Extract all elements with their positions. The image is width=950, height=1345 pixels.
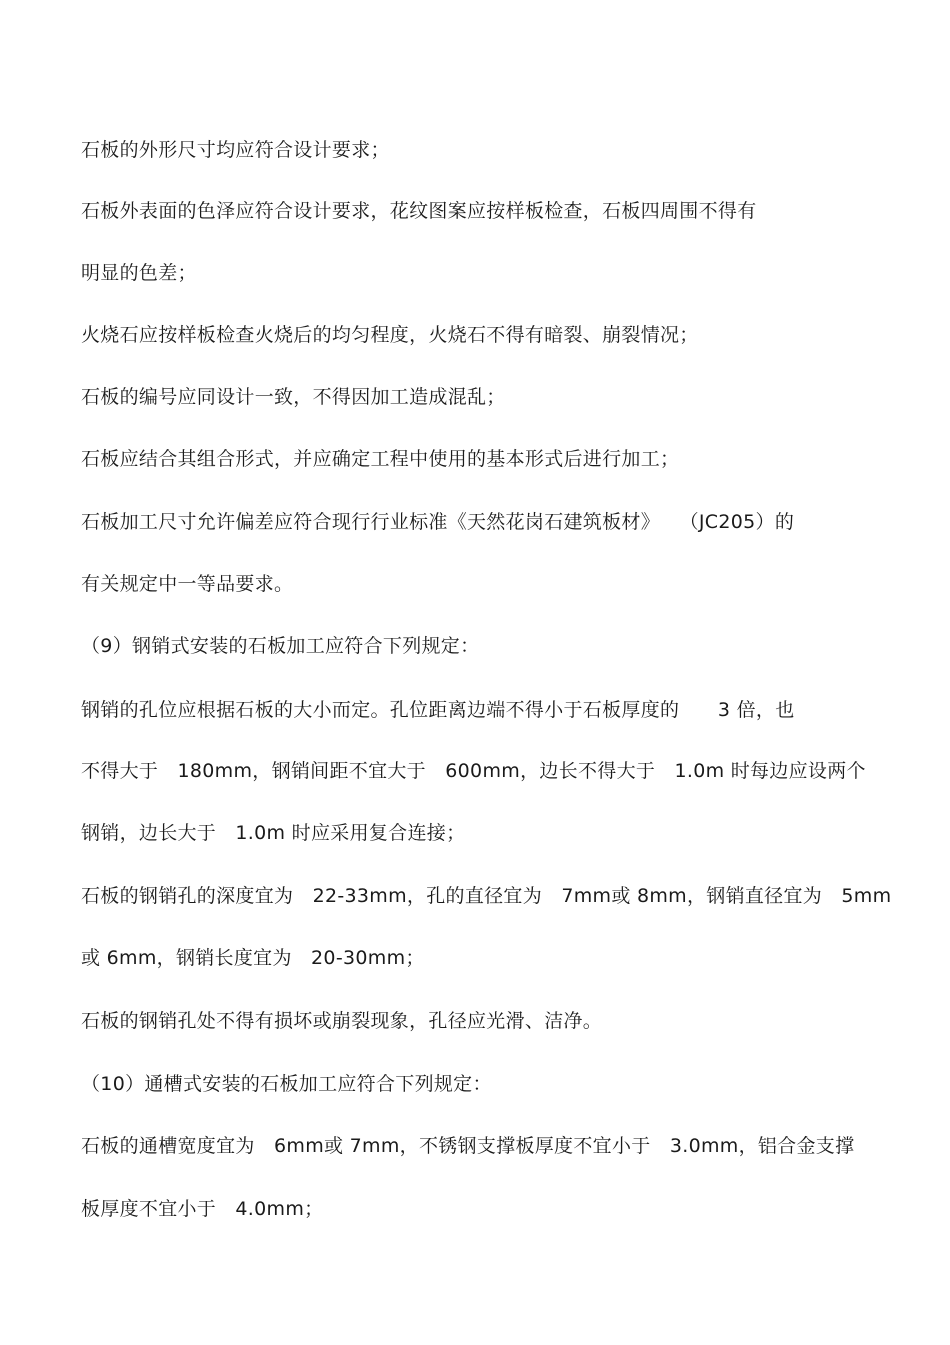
text-line-8: 有关规定中一等品要求。 [81, 573, 294, 595]
text-line-18: 板厚度不宜小于 4.0mm； [81, 1198, 324, 1220]
text-line-2: 石板外表面的色泽应符合设计要求，花纹图案应按样板检查，石板四周围不得有 [81, 200, 757, 222]
text-line-5: 石板的编号应同设计一致，不得因加工造成混乱； [81, 386, 506, 408]
text-line-4: 火烧石应按样板检查火烧后的均匀程度，火烧石不得有暗裂、崩裂情况； [81, 324, 699, 346]
text-line-13: 石板的钢销孔的深度宜为 22-33mm，孔的直径宜为 7mm或 8mm，钢销直径宜为 5mm [81, 885, 892, 907]
text-line-17: 石板的通槽宽度宜为 6mm或 7mm，不锈钢支撑板厚度不宜小于 3.0mm，铝合金支撑 [81, 1135, 855, 1157]
text-line-6: 石板应结合其组合形式，并应确定工程中使用的基本形式后进行加工； [81, 448, 680, 470]
text-line-12: 钢销，边长大于 1.0m 时应采用复合连接； [81, 822, 466, 844]
text-line-11: 不得大于 180mm，钢销间距不宜大于 600mm，边长不得大于 1.0m 时每边应设两个 [81, 760, 866, 782]
text-line-9: （9）钢销式安装的石板加工应符合下列规定： [81, 635, 480, 657]
text-line-10: 钢销的孔位应根据石板的大小而定。孔位距离边端不得小于石板厚度的 3 倍，也 [81, 699, 795, 721]
text-line-14: 或 6mm，钢销长度宜为 20-30mm； [81, 947, 425, 969]
text-line-16: （10）通槽式安装的石板加工应符合下列规定： [81, 1073, 492, 1095]
text-line-7: 石板加工尺寸允许偏差应符合现行行业标准《天然花岗石建筑板材》 （JC205）的 [81, 511, 795, 533]
text-line-1: 石板的外形尺寸均应符合设计要求； [81, 139, 390, 161]
text-line-3: 明显的色差； [81, 262, 197, 284]
text-line-15: 石板的钢销孔处不得有损坏或崩裂现象，孔径应光滑、洁净。 [81, 1010, 603, 1032]
